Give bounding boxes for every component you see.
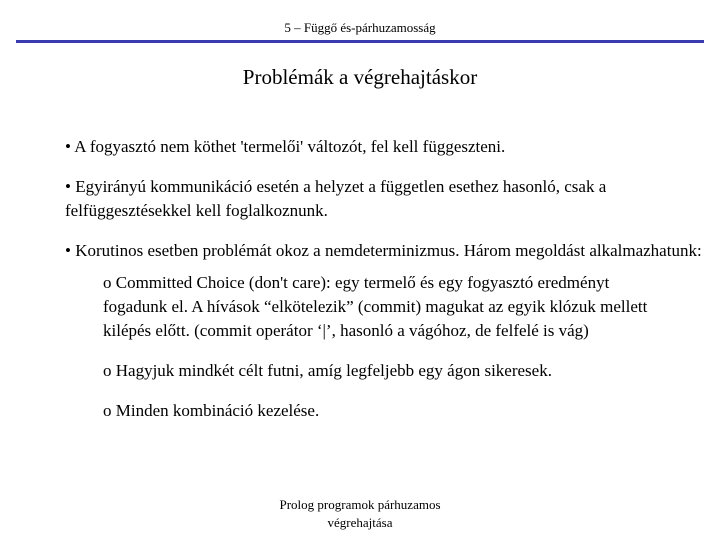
bullet-item: • Korutinos esetben problémát okoz a nemdeterminizmus. Három megoldást alkalmazhatunk:: [65, 241, 702, 260]
slide-header: 5 – Függő és-párhuzamosság: [284, 20, 436, 35]
header-divider: [16, 40, 704, 43]
slide-content: [65, 135, 705, 439]
sub-item: o Hagyjuk mindkét célt futni, amíg legfeljebb egy ágon sikeresek.: [103, 361, 552, 380]
sub-item: o Minden kombináció kezelése.: [103, 401, 320, 420]
footer-line: végrehajtása: [327, 515, 393, 530]
slide-footer: [0, 496, 720, 532]
footer-line: Prolog programok párhuzamos: [279, 497, 441, 512]
sub-item: o Committed Choice (don't care): egy termelő és egy fogyasztó eredményt fogadunk el. A hívások “elkötelezik” (commit) magukat az egyik klózuk mellett kilépés előtt. (commit operátor ‘|’, hasonló a vágóhoz, de felfelé is vág): [103, 273, 648, 340]
slide-title: Problémák a végrehajtáskor: [242, 65, 478, 89]
bullet-item: • Egyirányú kommunikáció esetén a helyzet a független esethez hasonló, csak a felfüggesztésekkel kell foglalkoznunk.: [65, 177, 607, 220]
bullet-item: • A fogyasztó nem köthet 'termelői' változót, fel kell függeszteni.: [65, 137, 506, 156]
